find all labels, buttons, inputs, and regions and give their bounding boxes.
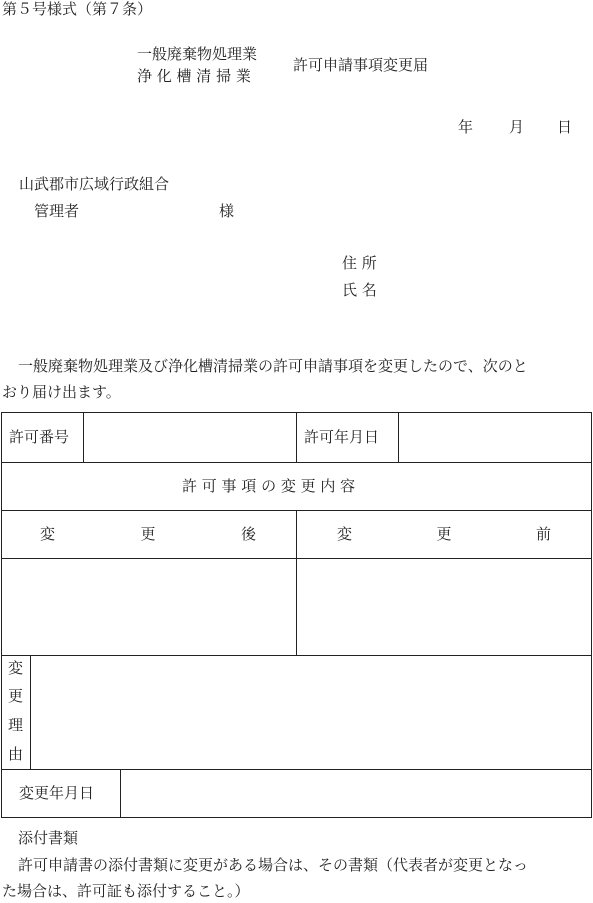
before-char: 更 xyxy=(436,525,452,543)
change-date-label: 変更年月日 xyxy=(19,784,95,802)
permit-date-label: 許可年月日 xyxy=(304,428,380,446)
recipient-organization: 山武郡市広域行政組合 xyxy=(19,175,170,193)
permit-number-label: 許可番号 xyxy=(9,428,70,446)
after-char: 変 xyxy=(40,525,56,543)
before-change-header xyxy=(337,527,551,542)
before-change-field[interactable] xyxy=(297,559,591,655)
attachments-heading: 添付書類 xyxy=(18,829,79,847)
after-char: 更 xyxy=(140,525,156,543)
reason-char: 由 xyxy=(8,745,24,763)
change-date-field[interactable] xyxy=(121,770,591,817)
statement-line1: 一般廃棄物処理業及び浄化槽清掃業の許可申請事項を変更したので、次のと xyxy=(18,357,528,375)
recipient-honorific: 様 xyxy=(219,202,235,220)
table-rule xyxy=(591,412,592,818)
reason-field[interactable] xyxy=(31,656,591,769)
before-char: 前 xyxy=(535,525,551,543)
attachments-line1: 許可申請書の添付書類に変更がある場合は、その書類（代表者が変更となっ xyxy=(18,856,529,874)
applicant-name-label: 氏 名 xyxy=(342,281,377,299)
before-char: 変 xyxy=(337,525,353,543)
date-day-label: 日 xyxy=(557,118,573,136)
after-change-header xyxy=(40,527,256,542)
title-business-line1: 一般廃棄物処理業 xyxy=(137,45,258,63)
table-rule xyxy=(1,817,592,818)
after-change-field[interactable] xyxy=(2,559,296,655)
attachments-line2: た場合は、許可証も添付すること。） xyxy=(2,882,250,900)
reason-char: 更 xyxy=(8,687,24,705)
title-business-line2: 浄 化 槽 清 掃 業 xyxy=(137,67,251,85)
document-title: 許可申請事項変更届 xyxy=(293,56,429,74)
reason-char: 理 xyxy=(8,716,24,734)
statement-line2: おり届け出ます。 xyxy=(2,383,121,401)
permit-number-field[interactable] xyxy=(84,413,296,462)
recipient-position: 管理者 xyxy=(34,202,80,220)
permit-date-field[interactable] xyxy=(399,413,591,462)
date-year-label: 年 xyxy=(458,118,474,136)
form-number: 第５号様式（第７条） xyxy=(2,0,153,18)
table-rule xyxy=(296,412,297,463)
applicant-address-label: 住 所 xyxy=(342,254,377,272)
change-content-header: 許 可 事 項 の 変 更 内 容 xyxy=(182,477,356,495)
after-char: 後 xyxy=(240,525,256,543)
date-month-label: 月 xyxy=(509,118,525,136)
reason-char: 変 xyxy=(8,659,24,677)
